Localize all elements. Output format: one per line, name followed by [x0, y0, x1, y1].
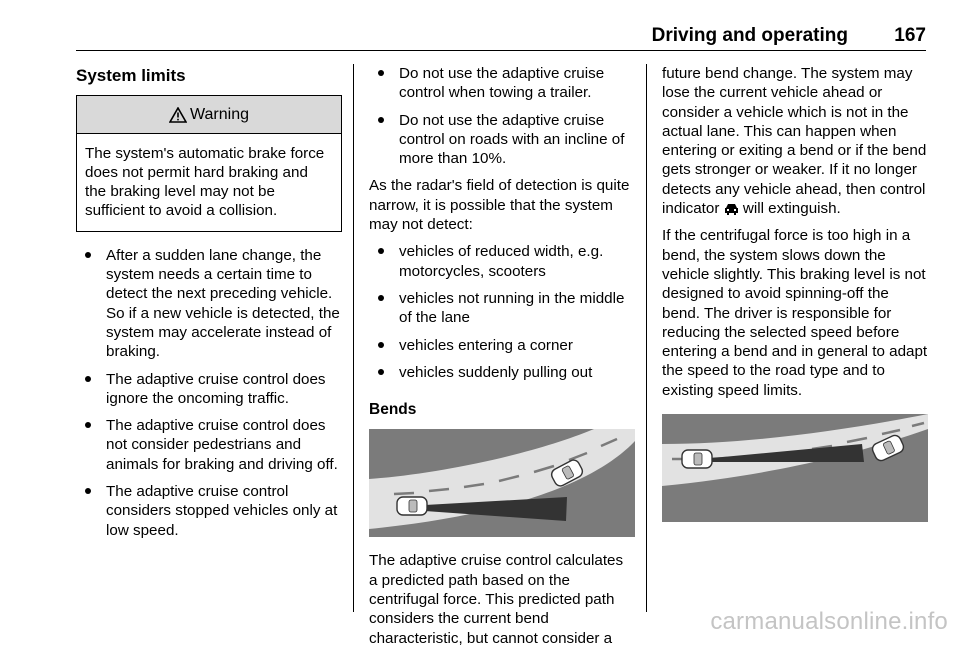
list-item: vehicles entering a corner	[369, 336, 635, 355]
section-title: System limits	[76, 66, 186, 85]
list-item: After a sudden lane change, the system needs a certain time to detect the next preceding vehicle. So if a new vehicle is detected, the system may accelerate instead of braking.	[76, 246, 342, 362]
column-2	[369, 64, 635, 656]
centrifugal-paragraph: If the centrifugal force is too high in a bend, the system slows down the vehicle slightly. This braking level is not designed to avoid spinning-off the bend. The driver is responsible for reducing the selected speed before entering a bend and in general to adapt the speed to the road type and to existing speed limits.	[662, 227, 928, 399]
car-own-icon	[682, 450, 712, 468]
bends-paragraph: The adaptive cruise control calculates a predicted path based on the centrifugal force. This predicted path considers the current bend characteristic, but cannot consider a	[369, 552, 624, 647]
list-item: The adaptive cruise control considers stopped vehicles only at low speed.	[76, 482, 342, 540]
column-divider	[646, 64, 647, 612]
radar-paragraph: As the radar's field of detection is quite narrow, it is possible that the system may not detect:	[369, 177, 630, 234]
page-header	[76, 22, 926, 51]
list-item: The adaptive cruise control does not consider pedestrians and animals for braking and driving off.	[76, 416, 342, 474]
column-3	[662, 64, 928, 522]
warning-body: The system's automatic brake force does not permit hard braking and the braking level may not be sufficient to avoid a collision.	[85, 144, 325, 220]
list-item: vehicles suddenly pulling out	[369, 363, 635, 382]
bend-illustration-right	[662, 414, 928, 522]
list-item: Do not use the adaptive cruise control on roads with an incline of more than 10%.	[369, 111, 635, 169]
warning-box	[76, 95, 342, 231]
bends-title: Bends	[369, 401, 417, 419]
column-1	[76, 64, 342, 548]
page-number: 167	[894, 25, 926, 46]
list-item: vehicles not running in the middle of the lane	[369, 289, 635, 328]
warning-title: Warning	[190, 106, 249, 124]
list-item: Do not use the adaptive cruise control when towing a trailer.	[369, 64, 635, 103]
usage-list	[369, 64, 635, 168]
bend-illustration-left	[369, 429, 635, 537]
watermark: carmanualsonline.info	[710, 608, 948, 635]
detection-list	[369, 242, 635, 382]
page-title: Driving and operating	[651, 25, 848, 46]
vehicle-ahead-indicator-icon	[724, 202, 739, 215]
list-item: vehicles of reduced width, e.g. motorcycles, scooters	[369, 242, 635, 281]
limits-list	[76, 246, 342, 540]
car-own-icon	[397, 497, 427, 515]
list-item: The adaptive cruise control does ignore the oncoming traffic.	[76, 370, 342, 409]
warning-triangle-icon	[169, 107, 187, 123]
column-divider	[353, 64, 354, 612]
warning-header	[77, 96, 341, 133]
bend-change-paragraph: future bend change. The system may lose the current vehicle ahead or consider a vehicle which is not in the actual lane. This can happen when entering or exiting a bend or if the bend gets stronger or weaker. If it no longer detects any vehicle ahead, then control indicator will extinguish.	[662, 65, 927, 218]
